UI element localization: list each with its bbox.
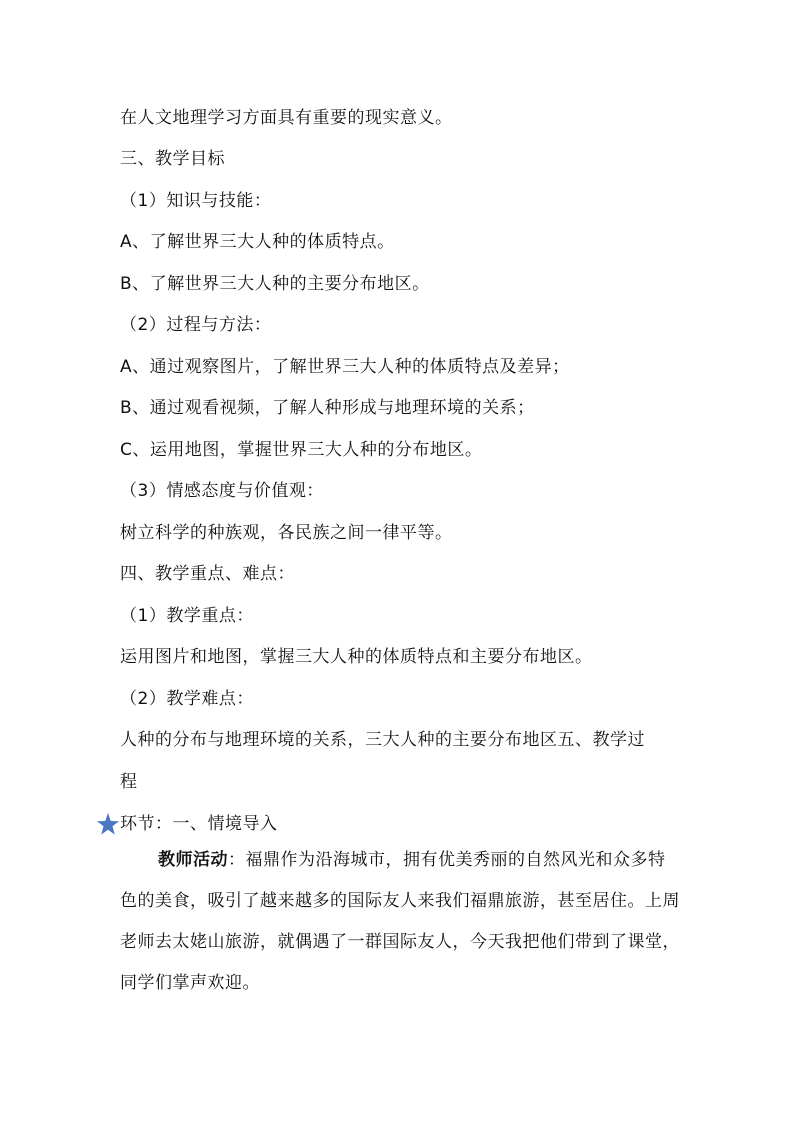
text-line: 人种的分布与地理环境的关系，三大人种的主要分布地区五、教学过 [120,730,645,750]
subheading-key-point: （1）教学重点： [120,606,254,626]
section-heading-key-points: 四、教学重点、难点： [120,564,295,584]
subheading-process-method: （2）过程与方法： [120,315,272,335]
subheading-knowledge-skills: （1）知识与技能： [120,191,272,211]
text-line: C、运用地图，掌握世界三大人种的分布地区。 [120,440,483,460]
text-line: A、通过观察图片，了解世界三大人种的体质特点及差异； [120,357,570,377]
text-line: 树立科学的种族观，各民族之间一律平等。 [120,523,453,543]
subheading-difficult-point: （2）教学难点： [120,689,254,709]
teacher-activity-paragraph [120,840,680,1004]
text-line: B、通过观看视频，了解人种形成与地理环境的关系； [120,398,535,418]
text-line: 程 [120,772,138,792]
teacher-activity-colon: ： [228,850,246,870]
subheading-attitude-values: （3）情感态度与价值观： [120,481,324,501]
teacher-activity-label: 教师活动 [158,850,228,870]
text-line: B、了解世界三大人种的主要分布地区。 [120,274,430,294]
section-heading-objectives: 三、教学目标 [120,149,225,169]
teacher-activity-text: 福鼎作为沿海城市，拥有优美秀丽的自然风光和众多特色的美食，吸引了越来越多的国际友人来我们福鼎旅游，甚至居住。上周老师去太姥山旅游，就偶遇了一群国际友人，今天我把他们带到了课堂，同学们掌声欢迎。 [120,850,680,993]
text-line: A、了解世界三大人种的体质特点。 [120,232,395,252]
text-line: 在人文地理学习方面具有重要的现实意义。 [120,108,453,128]
star-icon [96,812,120,836]
text-line: 运用图片和地图，掌握三大人种的体质特点和主要分布地区。 [120,647,593,667]
section-heading-intro: 环节：一、情境导入 [120,814,278,834]
